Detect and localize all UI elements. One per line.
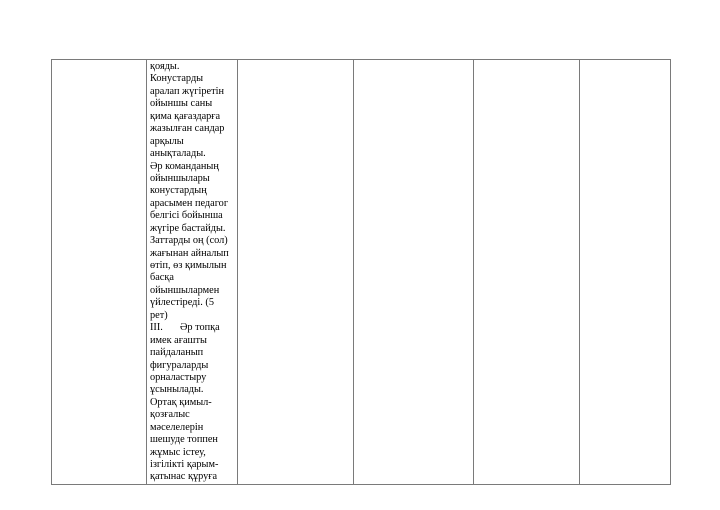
- text-line: анықталады.: [150, 148, 206, 160]
- text-line: фигураларды: [150, 359, 209, 371]
- text-line: Әр команданың: [150, 160, 219, 172]
- text-line: арқылы: [150, 135, 184, 147]
- text-line: ұсынылады.: [150, 384, 204, 396]
- text-line: қима қағаздарға: [150, 110, 221, 122]
- activity-description-cell: [147, 60, 238, 485]
- table-cell-4: [354, 60, 474, 485]
- text-line: ойыншы саны: [150, 98, 213, 110]
- text-line: мәселелерін: [150, 421, 204, 433]
- text-line: Әр топқа: [180, 322, 220, 334]
- text-line: үйлестіреді. (5: [150, 297, 214, 309]
- text-line: ойыншылармен: [150, 284, 220, 296]
- table-cell-3: [238, 60, 354, 485]
- table-cell-1: [52, 60, 147, 485]
- text-line: Заттарды оң (сол): [150, 235, 228, 247]
- text-line: Ортақ қимыл-: [150, 396, 212, 408]
- text-line: белгісі бойынша: [150, 210, 223, 222]
- text-line: жағынан айналып: [150, 247, 229, 259]
- text-line: жазылған сандар: [150, 123, 225, 135]
- text-line: орналастыру: [150, 371, 207, 383]
- lesson-plan-table: [51, 59, 671, 485]
- text-line: шешуде топпен: [150, 434, 218, 446]
- text-line: пайдаланып: [150, 347, 204, 359]
- text-line: жүгіре бастайды.: [150, 222, 226, 234]
- text-line: аралап жүгіретін: [150, 85, 224, 97]
- text-line: имек ағашты: [150, 334, 207, 346]
- table-row: [52, 60, 671, 485]
- text-line: Конустарды: [150, 73, 204, 85]
- roman-numeral-marker: III.: [150, 322, 163, 334]
- text-line: қояды.: [150, 61, 180, 72]
- text-line: ойыншылары: [150, 172, 210, 184]
- text-line: рет): [150, 309, 168, 321]
- text-line: арасымен педагог: [150, 197, 229, 209]
- numbered-item-iii: [150, 322, 234, 334]
- text-line: өтіп, өз қимылын: [150, 260, 227, 271]
- text-line: басқа: [150, 272, 174, 284]
- table-cell-5: [474, 60, 580, 485]
- text-line: конустардың: [150, 185, 207, 197]
- text-line: ізгілікті қарым-: [150, 459, 219, 470]
- activity-description-text: [147, 60, 237, 484]
- table-cell-6: [580, 60, 671, 485]
- text-line: қозғалыс: [150, 409, 190, 421]
- text-line: жұмыс істеу,: [150, 446, 206, 458]
- text-line: қатынас құруға: [150, 471, 218, 483]
